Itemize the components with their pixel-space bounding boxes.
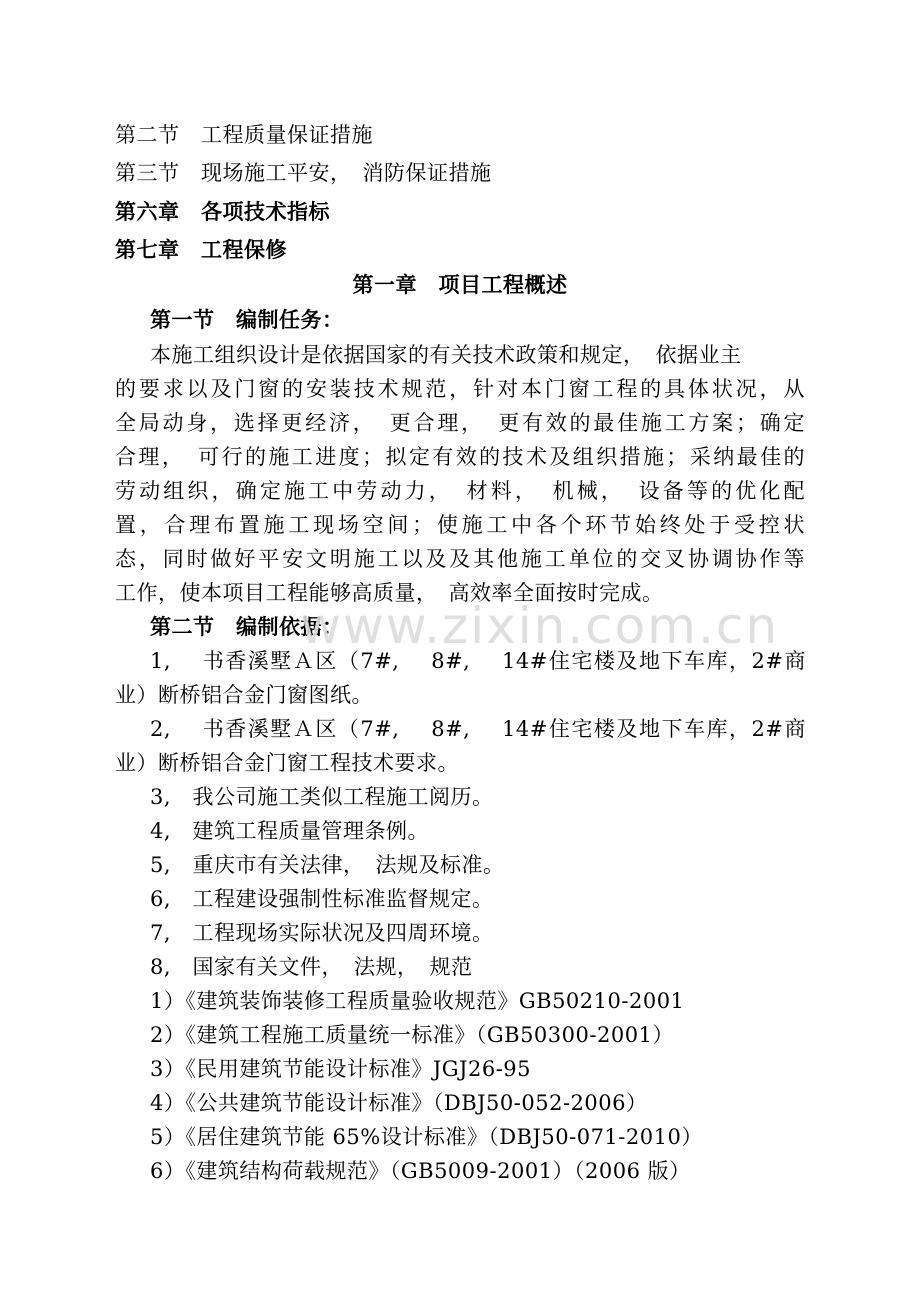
paragraph-line: 置，合理布置施工现场空间；使施工中各个环节始终处于受控状 xyxy=(115,513,805,537)
list-item: 业）断桥铝合金门窗工程技术要求。 xyxy=(115,751,459,775)
toc-item: 第七章 工程保修 xyxy=(115,237,287,262)
chapter-title: 第一章 项目工程概述 xyxy=(352,272,568,297)
list-item: 2, 书香溪墅Ａ区（7#, 8#, 14#住宅楼及地下车库，2#商 xyxy=(150,717,806,741)
list-item: 4）《公共建筑节能设计标准》（DBJ50-052-2006） xyxy=(150,1091,648,1115)
paragraph-line: 劳动组织，确定施工中劳动力， 材料， 机械， 设备等的优化配 xyxy=(115,479,805,503)
toc-item: 第二节 工程质量保证措施 xyxy=(115,123,373,147)
list-item: 4, 建筑工程质量管理条例。 xyxy=(150,819,430,843)
list-item: 6）《建筑结构荷载规范》（GB5009-2001）（2006 版） xyxy=(150,1159,691,1183)
list-item: 5, 重庆市有关法律， 法规及标准。 xyxy=(150,853,505,877)
section-heading: 第二节 编制依据： xyxy=(150,614,344,639)
list-item: 5）《居住建筑节能 65%设计标准》（DBJ50-071-2010） xyxy=(150,1125,703,1149)
paragraph-line: 工作，使本项目工程能够高质量， 高效率全面按时完成。 xyxy=(115,581,664,605)
paragraph-line: 态，同时做好平安文明施工以及及其他施工单位的交叉协调协作等 xyxy=(115,547,805,571)
list-item: 1）《建筑装饰装修工程质量验收规范》GB50210-2001 xyxy=(150,989,685,1013)
toc-item: 第六章 各项技术指标 xyxy=(115,199,330,224)
paragraph-line: 全局动身，选择更经济， 更合理， 更有效的最佳施工方案；确定 xyxy=(115,411,805,435)
list-item: 7, 工程现场实际状况及四周环境。 xyxy=(150,921,494,945)
list-item: 6, 工程建设强制性标准监督规定。 xyxy=(150,887,494,911)
list-item: 3, 我公司施工类似工程施工阅历。 xyxy=(150,785,494,809)
watermark: www.zixin.com.cn xyxy=(300,597,780,655)
list-item: 3）《民用建筑节能设计标准》JGJ26-95 xyxy=(150,1057,532,1081)
list-item: 业）断桥铝合金门窗图纸。 xyxy=(115,683,373,707)
paragraph-line: 本施工组织设计是依据国家的有关技术政策和规定， 依据业主 xyxy=(150,343,742,367)
list-item: 2）《建筑工程施工质量统一标准》（GB50300-2001） xyxy=(150,1023,674,1047)
paragraph-line: 的要求以及门窗的安装技术规范，针对本门窗工程的具体状况，从 xyxy=(115,377,805,401)
paragraph-line: 合理， 可行的施工进度；拟定有效的技术及组织措施；采纳最佳的 xyxy=(115,445,805,469)
list-item: 1, 书香溪墅Ａ区（7#, 8#, 14#住宅楼及地下车库，2#商 xyxy=(150,649,806,673)
section-heading: 第一节 编制任务： xyxy=(150,307,344,332)
list-item: 8, 国家有关文件， 法规， 规范 xyxy=(150,955,473,979)
toc-item: 第三节 现场施工平安， 消防保证措施 xyxy=(115,161,492,185)
